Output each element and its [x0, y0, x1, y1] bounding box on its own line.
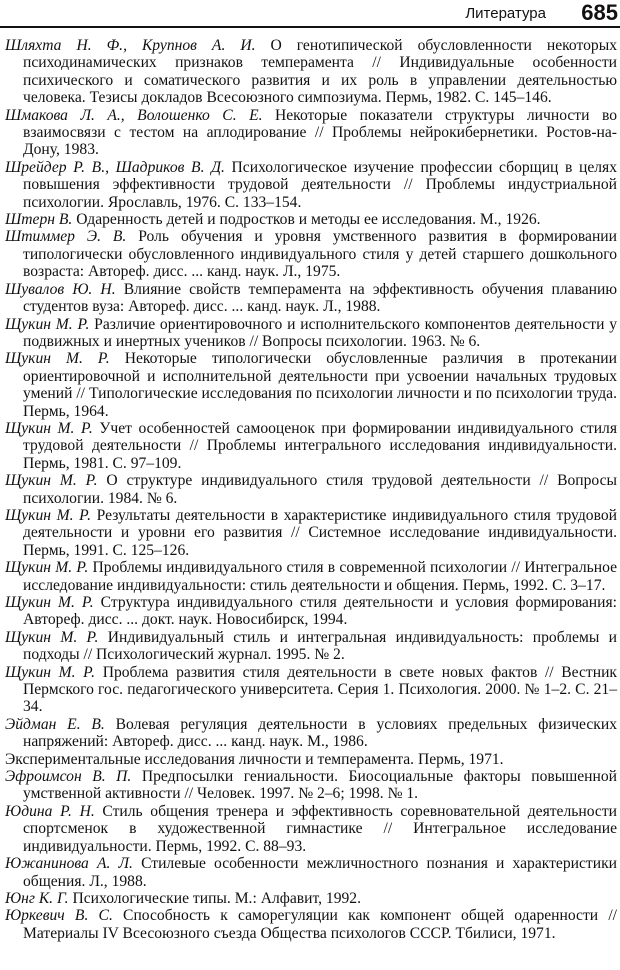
reference-entry: [5, 228, 617, 280]
reference-text: Некоторые типологически обусловленные различия в протекании ориентировочной и исполнительной деятельности при усвоении начальных трудовых умений // Типологические исследования по психологии личности и по психологии труда. Пермь, 1964.: [23, 350, 617, 420]
reference-text: Предпосылки гениальности. Биосоциальные факторы повышенной умственной активности // Человек. 1997. № 2–6; 1998. № 1.: [23, 768, 617, 803]
reference-text: Индивидуальный стиль и интегральная индивидуальность: проблемы и подходы // Психологический журнал. 1995. № 2.: [23, 628, 617, 664]
reference-author: Щукин М. Р.: [5, 419, 93, 437]
reference-entry: [5, 751, 617, 768]
reference-text: О структуре индивидуального стиля трудовой деятельности // Вопросы психологии. 1984. № 6.: [23, 472, 618, 507]
reference-text: Психологические типы. М.: Алфавит, 1992.: [68, 889, 361, 907]
reference-author: Эфроимсон В. П.: [5, 768, 132, 786]
reference-entry: [5, 472, 617, 507]
reference-author: Щукин М. Р.: [5, 350, 110, 368]
reference-author: Юнг К. Г.: [5, 889, 69, 907]
reference-entry: [5, 629, 617, 664]
reference-author: Шрейдер Р. В., Шадриков В. Д.: [5, 158, 225, 176]
reference-text: Некоторые показатели структуры личности во взаимосвязи с тестом на аплодирование // Проблемы нейрокибернетики. Ростов-на-Дону, 1983.: [23, 106, 617, 159]
reference-entry: [5, 37, 617, 107]
reference-author: Эйдман Е. В.: [5, 715, 105, 733]
reference-text: О генотипической обусловленности некоторых психодинамических признаков темперамента // Индивидуальные особенности психического и соматического развития и их роль в управлении деятельностью человека. Тезисы докладов Всесоюзного симпозиума. Пермь, 1982. С. 145–146.: [23, 37, 617, 107]
reference-text: Различие ориентировочного и исполнительского компонентов деятельности у подвижных и инертных учеников // Вопросы психологии. 1963. № 6.: [23, 315, 617, 350]
reference-entry: [5, 664, 617, 716]
reference-author: Щукин М. Р.: [5, 559, 89, 577]
reference-entry: [5, 855, 617, 890]
reference-entry: [5, 907, 617, 942]
reference-text: Способность к саморегуляции как компонент общей одаренности // Материалы IV Всесоюзного съезда Общества психологов СССР. Тбилиси, 1971.: [23, 907, 618, 942]
reference-entry: [5, 420, 617, 472]
reference-text: Экспериментальные исследования личности и темперамента. Пермь, 1971.: [5, 750, 504, 768]
reference-author: Южанинова А. Л.: [5, 855, 133, 873]
reference-text: Психологическое изучение профессии сборщиц в целях повышения эффективности трудовой деятельности // Проблемы индустриальной психологии. Ярославль, 1976. С. 133–154.: [23, 158, 618, 211]
reference-entry: [5, 350, 617, 420]
reference-text: Влияние свойств темперамента на эффективность обучения плаванию студентов вуза: Автореф. дисс. ... канд. наук. Л., 1988.: [23, 280, 617, 316]
section-title: Литература: [465, 5, 546, 22]
header-rule: [0, 26, 620, 28]
reference-text: Роль обучения и уровня умственного развития в формировании типологически обусловленного индивидуального стиля у детей старшего дошкольного возраста: Автореф. дисс. ... канд. наук. Л., 1975.: [23, 228, 617, 281]
reference-author: Юркевич В. С.: [5, 907, 113, 925]
reference-text: Результаты деятельности в характеристике индивидуального стиля трудовой деятельности и уровни его развития // Системное исследование индивидуальности. Пермь, 1991. С. 125–126.: [23, 506, 617, 559]
reference-entry: [5, 716, 617, 751]
reference-author: Щукин М. Р.: [5, 506, 92, 524]
reference-text: Структура индивидуального стиля деятельности и условия формирования: Автореф. дисс. ... докт. наук. Новосибирск, 1994.: [23, 594, 618, 629]
reference-entry: [5, 559, 617, 594]
reference-text: Проблемы индивидуального стиля в современной психологии // Интегральное исследование индивидуальности: стиль деятельности и общения. Пермь, 1992. С. 3–17.: [23, 559, 618, 594]
reference-author: Щукин М. Р.: [5, 594, 94, 611]
reference-author: Шмакова Л. А., Волошенко С. Е.: [5, 106, 263, 124]
reference-author: Штиммер Э. В.: [5, 228, 127, 246]
reference-text: Учет особенностей самооценок при формировании индивидуального стиля трудовой деятельности // Проблемы интегрального исследования индивидуальности. Пермь, 1981. С. 97–109.: [23, 419, 617, 472]
reference-entry: [5, 316, 617, 351]
reference-author: Щукин М. Р.: [5, 472, 98, 490]
reference-author: Шувалов Ю. Н.: [5, 280, 116, 298]
running-header: [0, 0, 620, 30]
reference-author: Щукин М. Р.: [5, 628, 99, 646]
reference-entry: [5, 281, 617, 316]
reference-entry: [5, 507, 617, 559]
page-number: 685: [581, 0, 618, 25]
reference-text: Проблема развития стиля деятельности в свете новых фактов // Вестник Пермского гос. педагогического университета. Серия 1. Психология. 2000. № 1–2. С. 21–34.: [23, 663, 617, 716]
reference-entry: [5, 107, 617, 159]
reference-author: Штерн В.: [5, 211, 73, 229]
reference-text: Стиль общения тренера и эффективность соревновательной деятельности спортсменок в художественной гимнастике // Интегральное исследование индивидуальности. Пермь, 1992. С. 88–93.: [23, 802, 617, 855]
reference-author: Шляхта Н. Ф., Крупнов А. И.: [5, 37, 256, 54]
reference-entry: [5, 890, 617, 907]
reference-text: Стилевые особенности межличностного познания и характеристики общения. Л., 1988.: [23, 855, 617, 890]
reference-text: Волевая регуляция деятельности в условиях предельных физических напряжений: Автореф. дисс. ... канд. наук. М., 1986.: [23, 715, 617, 751]
reference-entry: [5, 159, 617, 211]
reference-author: Щукин М. Р.: [5, 663, 96, 681]
reference-author: Щукин М. Р.: [5, 315, 90, 333]
reference-entry: [5, 594, 617, 629]
reference-entry: [5, 768, 617, 803]
reference-entry: [5, 211, 617, 228]
reference-list: [5, 37, 617, 942]
reference-author: Юдина Р. Н.: [5, 802, 95, 820]
reference-text: Одаренность детей и подростков и методы ее исследования. М., 1926.: [72, 211, 541, 229]
reference-entry: [5, 803, 617, 855]
